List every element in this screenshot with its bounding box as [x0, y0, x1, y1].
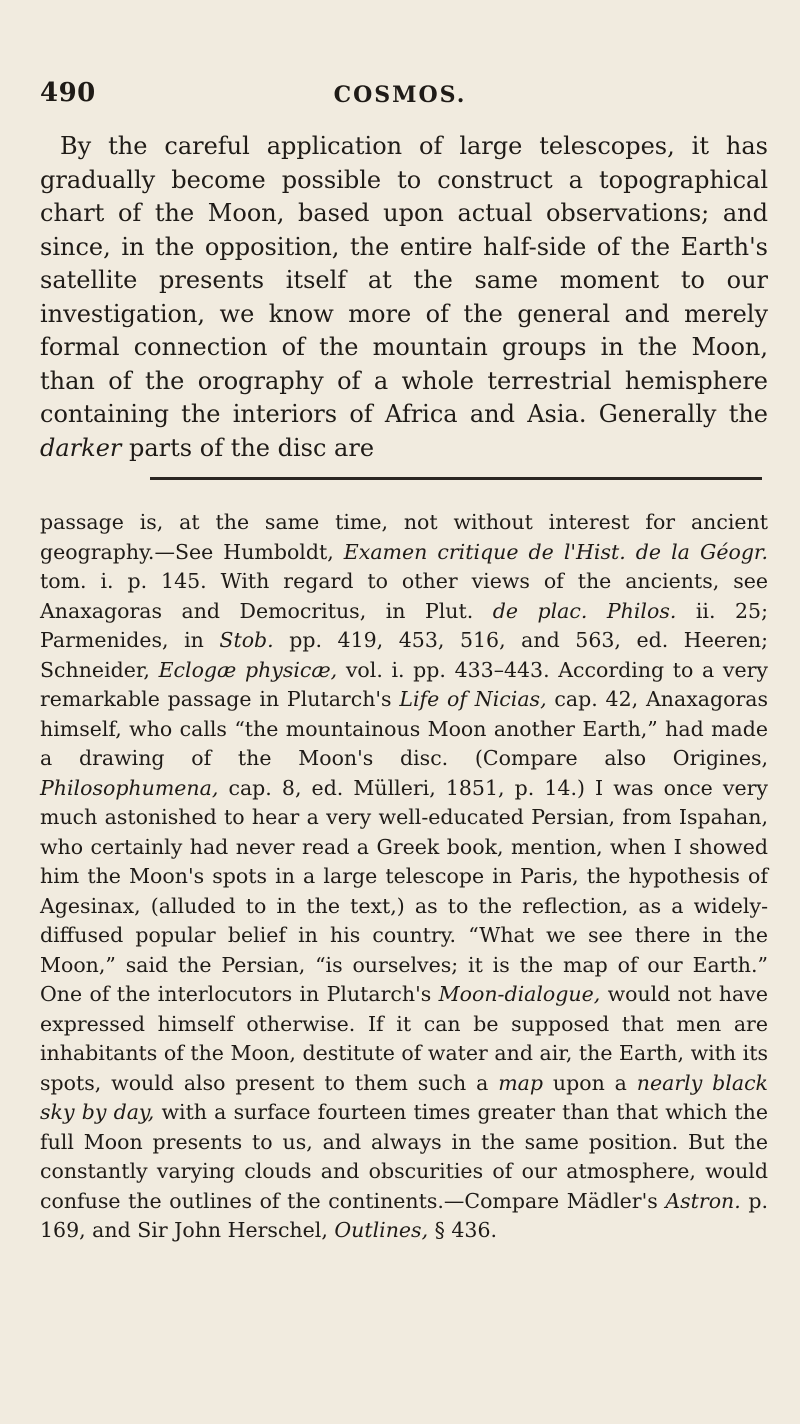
footnote-divider: [150, 477, 762, 480]
footnote-text: pp. 419, 453, 516, and 563, ed. Heeren; Schneider,: [40, 628, 768, 682]
footnote-italic: nearly black sky by day,: [40, 1070, 768, 1124]
footnote-italic: Eclogæ physicæ,: [158, 657, 338, 682]
footnote-italic: Outlines,: [334, 1218, 429, 1242]
footnote-text: with a surface fourteen times greater than that which the full Moon presents to us, and always in the same position. But the constantly varying clouds and obscurities of our atmosphere, would confuse the outlines of the continents.—Compare Mädler's: [40, 1100, 768, 1213]
footnote-text: cap. 8, ed. Mülleri, 1851, p. 14.) I was once very much astonished to hear a very well-educated Persian, from Ispahan, who certainly had never read a Greek book, mention, when I showed him the Moon's spots in a large telescope in Paris, the hypothesis of Agesinax, (alluded to in the text,) as to the reflection, as a widely-diffused popular belief in his country. “What we see there in the Moon,” said the Persian, “is ourselves; it is the map of our Earth.” One of the interlocutors in Plutarch's: [40, 775, 768, 1006]
main-text-2: parts of the disc are: [121, 433, 375, 462]
footnote-text: upon a: [543, 1070, 637, 1095]
main-text-1: By the careful application of large telescopes, it has gradually become possible to construct a topographical chart of the Moon, based upon actual observations; and since, in the opposition, the entire half-side of the Earth's satellite presents itself at the same moment to our investigation, we know more of the general and merely formal connection of the mountain groups in the Moon, than of the orography of a whole terrestrial hemisphere containing the interiors of Africa and Asia. Generally the: [40, 132, 768, 428]
page-number: 490: [40, 78, 96, 108]
footnote-italic: map: [498, 1070, 543, 1095]
footnote-text: § 436.: [428, 1218, 498, 1242]
running-title: COSMOS.: [333, 82, 467, 108]
footnote: [40, 508, 768, 1246]
footnote-text: vol. i. pp. 433–443. According to a very remarkable passage in Plutarch's: [40, 657, 768, 711]
main-emphasis-darker: darker: [40, 433, 122, 462]
main-paragraph: [40, 130, 768, 465]
footnote-italic: de plac. Philos.: [492, 598, 677, 623]
footnote-italic: Philosophumena,: [40, 775, 219, 800]
footnote-text: tom. i. p. 145. With regard to other views of the ancients, see Anaxagoras and Democritus, in Plut.: [40, 569, 768, 623]
footnote-text: passage is, at the same time, not without interest for ancient geography.—See Humboldt,: [40, 510, 768, 564]
footnote-italic: Stob.: [219, 628, 274, 652]
footnote-text: ii. 25; Parmenides, in: [40, 598, 768, 652]
footnote-text: p. 169, and Sir John Herschel,: [40, 1188, 769, 1242]
footnote-text: would not have expressed himself otherwise. If it can be supposed that men are inhabitants of the Moon, destitute of water and air, the Earth, with its spots, would also present to them such a: [40, 982, 768, 1095]
footnote-italic: Astron.: [665, 1188, 741, 1213]
footnote-italic: Life of Nicias,: [399, 687, 547, 711]
footnote-italic: Moon-dialogue,: [438, 982, 601, 1006]
footnote-italic: Examen critique de l'Hist. de la Géogr.: [343, 539, 768, 564]
footnote-text: cap. 42, Anaxagoras himself, who calls “the mountainous Moon another Earth,” had made a drawing of the Moon's disc. (Compare also Origines,: [40, 687, 768, 770]
